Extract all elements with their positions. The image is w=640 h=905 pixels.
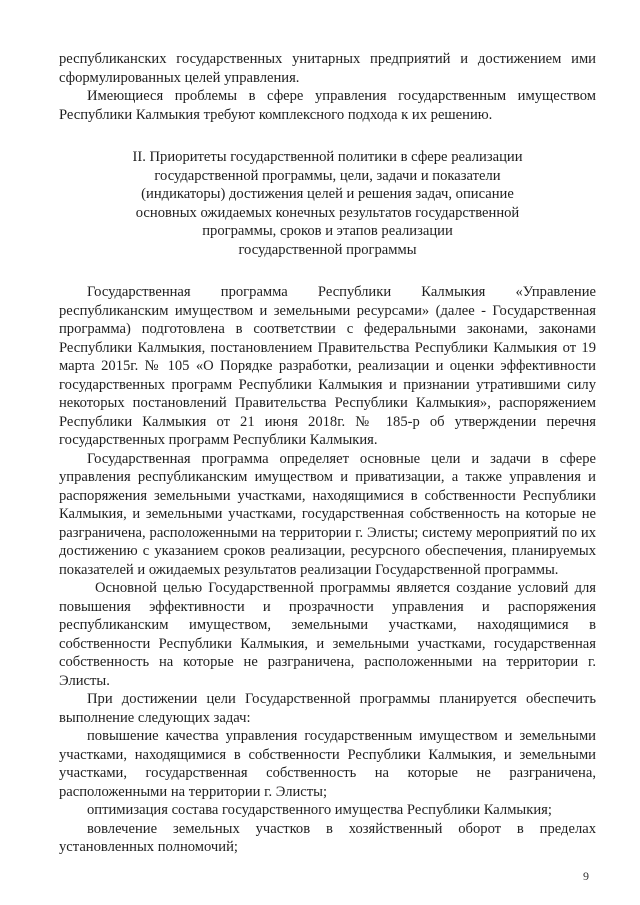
body-paragraph: При достижении цели Государственной программы планируется обеспечить выполнение следующих задач: bbox=[59, 691, 596, 726]
task-item: повышение качества управления государственным имуществом и земельными участками, находящимися в собственности Республики Калмыкия, и земельными участками, государственная собственность на которые не разграничена, расположенными на территории г. Элисты; bbox=[59, 728, 596, 800]
body-paragraph: Основной целью Государственной программы является создание условий для повышения эффективности и прозрачности управления и распоряжения республиканским имуществом, земельными участками, находящимися в собственности Республики Калмыкия, и земельными участками, государственная собственность на которые не разграничена, расположенными на территории г. Элисты. bbox=[59, 580, 596, 689]
document-page bbox=[59, 50, 596, 857]
section-heading bbox=[59, 148, 596, 259]
page-number: 9 bbox=[583, 869, 589, 883]
section-heading-line: (индикаторы) достижения целей и решения задач, описание bbox=[141, 186, 514, 202]
section-heading-line: государственной программы, цели, задачи и показатели bbox=[154, 167, 501, 184]
intro-paragraph-1: республиканских государственных унитарных предприятий и достижением ими сформулированных целей управления. bbox=[59, 51, 596, 86]
section-heading-line: основных ожидаемых конечных результатов государственной bbox=[135, 204, 520, 221]
section-heading-line: государственной программы bbox=[238, 241, 417, 258]
section-heading-line: II. Приоритеты государственной политики в сфере реализации bbox=[132, 149, 523, 165]
intro-paragraph-2: Имеющиеся проблемы в сфере управления государственным имуществом Республики Калмыкия требуют комплексного подхода к их решению. bbox=[59, 88, 596, 123]
task-item: вовлечение земельных участков в хозяйственный оборот в пределах установленных полномочий; bbox=[59, 820, 596, 855]
body-paragraph: Государственная программа Республики Калмыкия «Управление республиканским имуществом и земельными ресурсами» (далее - Государственная программа) подготовлена в соответствии с федеральными законами, законами Республики Калмыкия, постановлением Правительства Республики Калмыкия от 19 марта 2015г. № 105 «О Порядке разработки, реализации и оценки эффективности государственных программ Республики Калмыкия и признании утратившими силу некоторых постановлений Правительства Республики Калмыкия», распоряжением Республики Калмыкия от 21 июня 2018г. № 185-р об утверждении перечня государственных программ Республики Калмыкия. bbox=[59, 284, 596, 448]
task-item: оптимизация состава государственного имущества Республики Калмыкия; bbox=[87, 802, 552, 818]
body-paragraph: Государственная программа определяет основные цели и задачи в сфере управления республиканским имуществом и приватизации, а также управления и распоряжения земельными участками, находящимися в собственности Республики Калмыкия, и земельными участками, государственная собственность на которые не разграничена, расположенными на территории г. Элисты; систему мероприятий по их достижению с указанием сроков реализации, ресурсного обеспечения, планируемых показателей и ожидаемых результатов реализации Государственной программы. bbox=[59, 450, 596, 578]
section-heading-line: программы, сроков и этапов реализации bbox=[202, 223, 453, 239]
